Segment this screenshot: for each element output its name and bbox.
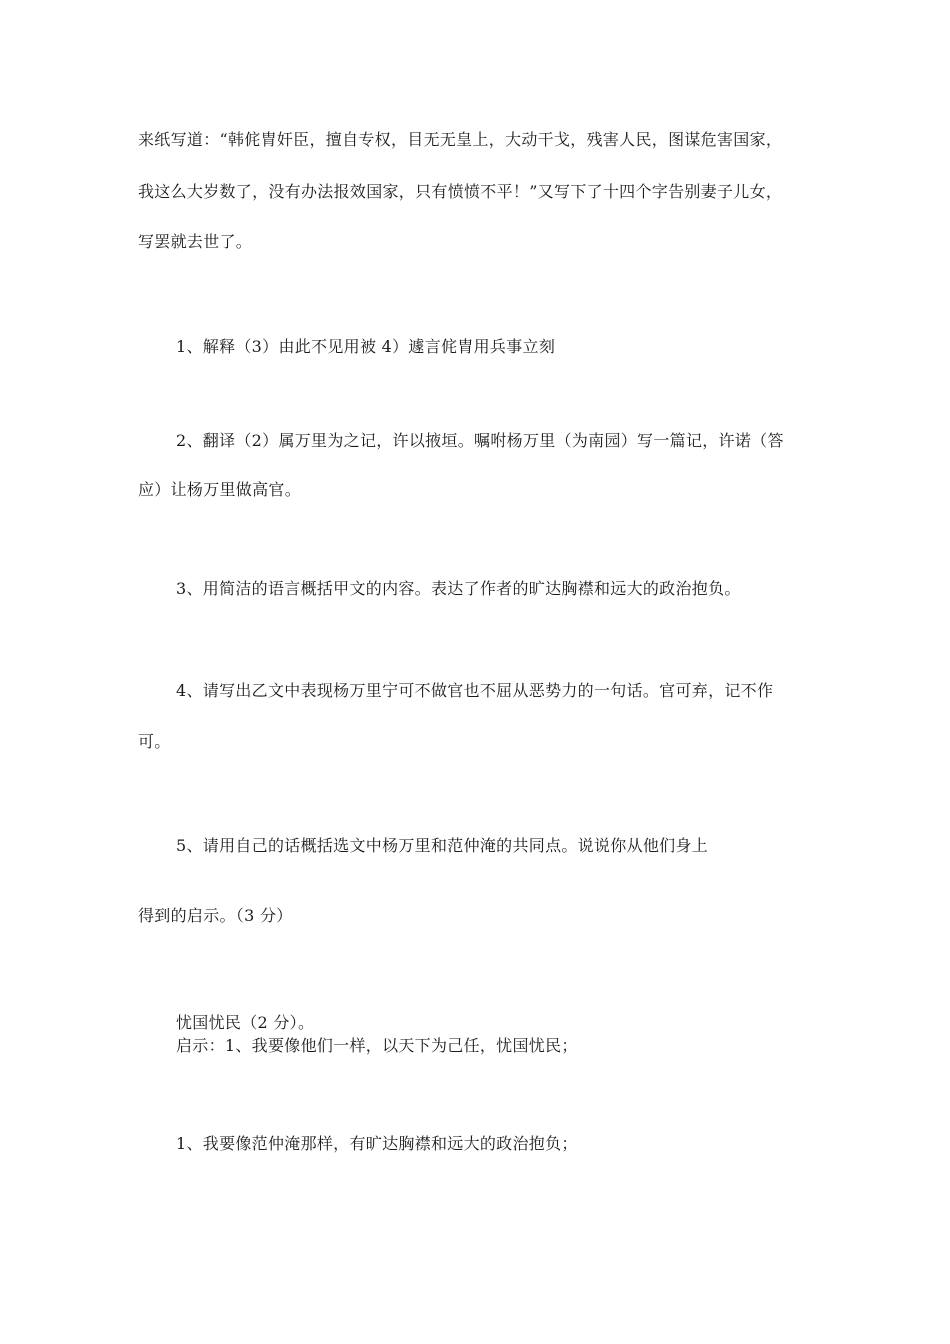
narrative-line-3: 写罢就去世了。 [138, 232, 253, 251]
question-2-line-2: 应）让杨万里做高官。 [138, 480, 302, 499]
question-4-line-1: 4、请写出乙文中表现杨万里宁可不做官也不屈从恶势力的一句话。官可弃，记不作 [176, 681, 774, 700]
question-5-line-1: 5、请用自己的话概括选文中杨万里和范仲淹的共同点。说说你从他们身上 [176, 836, 709, 855]
question-4-line-2: 可。 [138, 732, 171, 751]
answer-insight-1: 启示：1、我要像他们一样，以天下为己任，忧国忧民； [176, 1036, 578, 1055]
question-5-line-2: 得到的启示。（3 分） [138, 906, 293, 925]
question-2-line-1: 2、翻译（2）属万里为之记，许以掖垣。嘱咐杨万里（为南园）写一篇记，许诺（答 [176, 431, 784, 450]
answer-insight-2: 1、我要像范仲淹那样，有旷达胸襟和远大的政治抱负； [176, 1134, 578, 1153]
question-1: 1、解释（3）由此不见用被 4）遽言侂胄用兵事立刻 [176, 337, 556, 356]
question-3: 3、用简洁的语言概括甲文的内容。表达了作者的旷达胸襟和远大的政治抱负。 [176, 579, 741, 598]
narrative-line-1: 来纸写道：“韩侂胄奸臣，擅自专权，目无无皇上，大动干戈，残害人民，图谋危害国家， [138, 130, 783, 149]
narrative-line-2: 我这么大岁数了，没有办法报效国家，只有愤愤不平！”又写下了十四个字告别妻子儿女， [138, 182, 783, 201]
answer-common-point: 忧国忧民（2 分）。 [176, 1013, 315, 1032]
